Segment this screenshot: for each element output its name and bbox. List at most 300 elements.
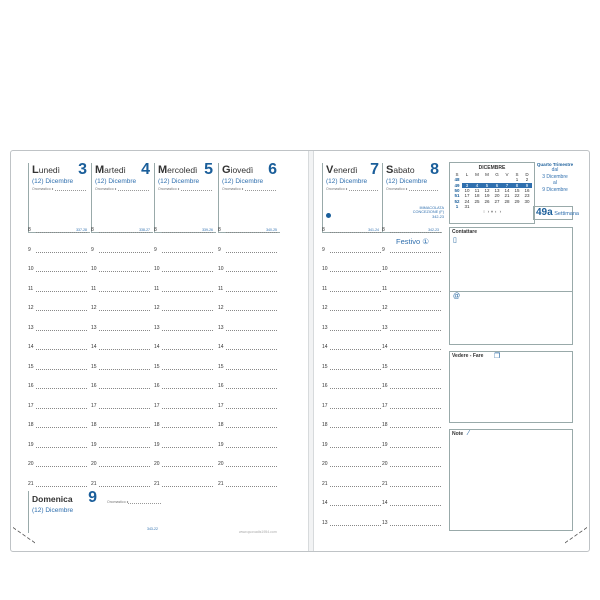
hour-row[interactable] [91, 364, 152, 374]
hour-row[interactable] [154, 325, 215, 335]
day-date: (12) Dicembre [386, 178, 428, 185]
hour-label: 12 [322, 305, 328, 311]
hour-row[interactable] [382, 286, 443, 296]
calendar-cell: 31 [464, 203, 470, 209]
hour-label: 21 [91, 480, 97, 487]
hour-row[interactable] [322, 383, 383, 393]
calendar-head: L [465, 172, 469, 178]
day-number: 4 [141, 161, 150, 178]
writing-line [226, 388, 277, 389]
writing-line [390, 271, 441, 272]
hour-label: 17 [322, 402, 328, 409]
writing-line [390, 486, 441, 487]
hour-label: 20 [218, 461, 224, 467]
day-number: 6 [268, 161, 277, 178]
onomastico-label: Onomastico ♦ [326, 187, 348, 191]
hour-label: 18 [322, 422, 328, 428]
writing-line [390, 232, 441, 233]
writing-line [99, 486, 150, 487]
calendar-cell: 30 [524, 198, 530, 204]
hour-label: 15 [322, 363, 328, 370]
writing-line [162, 252, 213, 253]
day-date: (12) Dicembre [222, 178, 264, 185]
writing-line [330, 252, 381, 253]
hour-label: 16 [91, 383, 97, 389]
hour-row[interactable] [218, 364, 279, 374]
writing-line [390, 505, 441, 506]
hour-row[interactable] [28, 442, 89, 452]
hour-row[interactable] [382, 247, 443, 257]
hour-row[interactable] [382, 422, 443, 432]
onomastico-line [349, 190, 378, 191]
hour-label: 9 [91, 246, 94, 253]
writing-line [99, 447, 150, 448]
calendar-cell: 20 [494, 193, 500, 199]
hour-row[interactable] [322, 227, 383, 237]
hour-label: 13 [322, 519, 328, 526]
writing-line [162, 466, 213, 467]
day-name: Sabato [386, 164, 415, 176]
writing-line [36, 466, 87, 467]
hour-row[interactable] [322, 442, 383, 452]
writing-line [36, 330, 87, 331]
hour-row[interactable] [91, 403, 152, 413]
hour-row[interactable] [154, 403, 215, 413]
calendar-head: M [485, 172, 489, 178]
hour-row[interactable] [91, 461, 152, 471]
hour-row[interactable] [322, 403, 383, 413]
writing-line [162, 486, 213, 487]
calendar-cell: 5 [482, 183, 492, 188]
day-name: Mercoledì [158, 164, 198, 176]
writing-line [162, 291, 213, 292]
writing-line [390, 369, 441, 370]
hour-row[interactable] [91, 247, 152, 257]
hour-label: 17 [154, 402, 160, 409]
writing-line [99, 349, 150, 350]
writing-line [390, 447, 441, 448]
vedere-fare-label: Vedere - Fare [452, 353, 484, 359]
sunday-number: 9 [88, 489, 97, 506]
hour-row[interactable] [382, 266, 443, 276]
writing-line [226, 271, 277, 272]
writing-line [226, 232, 277, 233]
hour-row[interactable] [91, 442, 152, 452]
hour-row[interactable] [322, 344, 383, 354]
hour-label: 8 [382, 227, 385, 233]
hour-row[interactable] [382, 383, 443, 393]
hour-label: 18 [154, 422, 160, 428]
day-header [91, 163, 153, 233]
hour-row[interactable] [382, 481, 443, 491]
writing-line [330, 505, 381, 506]
calendar-cell: 22 [514, 193, 520, 199]
hour-label: 16 [218, 383, 224, 389]
hour-label: 21 [28, 480, 34, 487]
calendar-cell: 7 [502, 183, 512, 188]
hour-row[interactable] [322, 325, 383, 335]
writing-line [162, 427, 213, 428]
hour-label: 14 [322, 500, 328, 506]
writing-line [162, 271, 213, 272]
mini-calendar-title: DICEMBRE [478, 165, 506, 171]
writing-line [36, 486, 87, 487]
holiday-note [409, 206, 444, 219]
hour-row[interactable] [218, 266, 279, 276]
moon-phases: ○ ◑ ● ◐ ◑ [482, 209, 502, 215]
hour-row[interactable] [154, 383, 215, 393]
hour-label: 21 [322, 480, 328, 487]
hour-row[interactable] [154, 227, 215, 237]
hour-row[interactable] [28, 461, 89, 471]
hour-label: 8 [322, 227, 325, 233]
calendar-cell: 10 [464, 188, 470, 194]
calendar-cell: 26 [484, 198, 490, 204]
day-number: 3 [78, 161, 87, 178]
hour-label: 20 [91, 461, 97, 467]
day-number: 7 [370, 161, 379, 178]
writing-line [99, 388, 150, 389]
checkbox-icon: ❐ [494, 353, 501, 360]
sunday-onomastico: Onomastico ♦ [107, 500, 129, 504]
hour-label: 8 [218, 227, 221, 233]
hour-label: 12 [218, 305, 224, 311]
hour-label: 17 [28, 402, 34, 409]
calendar-cell: 14 [504, 188, 510, 194]
hour-label: 12 [28, 305, 34, 311]
writing-line [36, 310, 87, 311]
writing-line [226, 427, 277, 428]
writing-line [36, 427, 87, 428]
writing-line [162, 388, 213, 389]
hour-row[interactable] [218, 442, 279, 452]
writing-line [390, 388, 441, 389]
hour-row[interactable] [28, 422, 89, 432]
week-number-box [533, 206, 579, 220]
hour-row[interactable] [382, 500, 443, 510]
hour-label: 12 [382, 305, 388, 311]
hour-row[interactable] [91, 227, 152, 237]
hour-row[interactable] [154, 422, 215, 432]
calendar-cell: 13 [494, 188, 500, 194]
contatti-box[interactable] [449, 227, 573, 345]
corner-pocket-right [565, 527, 587, 564]
hour-label: 13 [382, 519, 388, 526]
hour-label: 13 [28, 324, 34, 331]
writing-line [36, 447, 87, 448]
hour-row[interactable] [382, 520, 443, 530]
hour-row[interactable] [28, 481, 89, 491]
hour-row[interactable] [382, 344, 443, 354]
pen-icon: ⁄ [468, 430, 470, 437]
hour-label: 15 [91, 363, 97, 370]
hour-label: 20 [382, 461, 388, 467]
writing-line [226, 466, 277, 467]
hour-row[interactable] [218, 247, 279, 257]
writing-line [36, 388, 87, 389]
writing-line [330, 388, 381, 389]
writing-line [330, 466, 381, 467]
writing-line [226, 330, 277, 331]
hour-label: 16 [382, 383, 388, 389]
hour-row[interactable] [382, 461, 443, 471]
writing-line [99, 271, 150, 272]
quarter-line: 9 Dicembre [542, 186, 568, 193]
hour-label: 18 [382, 422, 388, 428]
hour-row[interactable] [382, 305, 443, 315]
hour-label: 12 [154, 305, 160, 311]
divider [450, 291, 572, 292]
hour-row[interactable] [382, 325, 443, 335]
footer-url: www.quovadis1954.com [239, 530, 277, 534]
hour-row[interactable] [28, 266, 89, 276]
hour-label: 8 [28, 227, 31, 233]
hour-row[interactable] [218, 286, 279, 296]
hour-row[interactable] [91, 305, 152, 315]
calendar-cell: 12 [484, 188, 490, 194]
hour-label: 15 [154, 363, 160, 370]
calendar-head: S [455, 172, 459, 178]
onomastico-line [409, 190, 438, 191]
vedere-fare-box[interactable] [449, 351, 573, 423]
hour-row[interactable] [322, 481, 383, 491]
writing-line [330, 330, 381, 331]
hour-row[interactable] [91, 325, 152, 335]
hour-row[interactable] [322, 422, 383, 432]
hour-label: 16 [154, 383, 160, 389]
mini-calendar-grid [452, 172, 532, 214]
hour-row[interactable] [28, 344, 89, 354]
writing-line [390, 291, 441, 292]
hour-row[interactable] [382, 227, 443, 237]
hour-row[interactable] [91, 286, 152, 296]
writing-line [330, 291, 381, 292]
hour-row[interactable] [154, 266, 215, 276]
day-name: Lunedì [32, 164, 61, 176]
day-code: 340-25 [266, 228, 277, 232]
day-name: Venerdì [326, 164, 358, 176]
hour-label: 11 [28, 285, 34, 292]
day-name: Giovedì [222, 164, 254, 176]
onomastico-label: Onomastico ♦ [386, 187, 408, 191]
day-date: (12) Dicembre [158, 178, 200, 185]
hour-label: 13 [382, 324, 388, 331]
mini-calendar [449, 162, 535, 224]
writing-line [390, 466, 441, 467]
writing-line [330, 349, 381, 350]
hour-label: 18 [28, 422, 34, 428]
writing-line [390, 525, 441, 526]
note-box[interactable] [449, 429, 573, 531]
hour-row[interactable] [218, 227, 279, 237]
hour-row[interactable] [154, 344, 215, 354]
writing-line [99, 466, 150, 467]
writing-line [162, 408, 213, 409]
onomastico-line [118, 190, 149, 191]
calendar-cell: 51 [454, 193, 460, 199]
onomastico-label: Onomastico ♦ [32, 187, 54, 191]
hour-label: 10 [154, 266, 160, 272]
hour-row[interactable] [218, 344, 279, 354]
calendar-cell: 9 [522, 183, 532, 188]
hour-row[interactable] [91, 266, 152, 276]
hour-row[interactable] [91, 344, 152, 354]
day-code: 341-24 [368, 228, 379, 232]
hour-row[interactable] [382, 442, 443, 452]
writing-line [99, 408, 150, 409]
hour-row[interactable] [218, 383, 279, 393]
calendar-cell: 49 [454, 182, 460, 188]
writing-line [162, 447, 213, 448]
hour-row[interactable] [28, 403, 89, 413]
calendar-cell: 21 [504, 193, 510, 199]
hour-label: 18 [218, 422, 224, 428]
day-header [28, 163, 90, 233]
hour-label: 21 [382, 480, 388, 487]
hour-row[interactable] [382, 403, 443, 413]
calendar-head: S [515, 172, 519, 178]
hour-row[interactable] [154, 461, 215, 471]
hour-row[interactable] [154, 247, 215, 257]
hour-row[interactable] [382, 364, 443, 374]
writing-line [390, 252, 441, 253]
day-date: (12) Dicembre [32, 178, 74, 185]
hour-row[interactable] [218, 403, 279, 413]
hour-row[interactable] [154, 286, 215, 296]
day-code: 342-23 [428, 228, 439, 232]
quarter-line: dal [551, 167, 559, 173]
hour-row[interactable] [218, 305, 279, 315]
hour-row[interactable] [322, 286, 383, 296]
hour-row[interactable] [322, 247, 383, 257]
calendar-cell: 24 [464, 198, 470, 204]
writing-line [330, 486, 381, 487]
hour-row[interactable] [218, 325, 279, 335]
calendar-cell: 2 [525, 177, 529, 183]
hour-row[interactable] [28, 227, 89, 237]
hour-row[interactable] [28, 305, 89, 315]
writing-line [330, 447, 381, 448]
hour-row[interactable] [218, 481, 279, 491]
day-header [154, 163, 216, 233]
hour-row[interactable] [28, 325, 89, 335]
calendar-cell: 6 [492, 183, 502, 188]
hour-label: 8 [91, 227, 94, 233]
onomastico-line [55, 190, 86, 191]
writing-line [36, 369, 87, 370]
writing-line [36, 408, 87, 409]
writing-line [330, 408, 381, 409]
note-label: Note [452, 431, 464, 437]
writing-line [390, 349, 441, 350]
hour-row[interactable] [28, 286, 89, 296]
hour-label: 9 [28, 246, 31, 253]
hour-label: 16 [322, 383, 328, 389]
hour-row[interactable] [322, 305, 383, 315]
hour-label: 15 [382, 363, 388, 370]
hour-row[interactable] [218, 422, 279, 432]
day-header [382, 163, 442, 233]
writing-line [390, 427, 441, 428]
sunday-block [28, 489, 97, 533]
hour-label: 20 [154, 461, 160, 467]
writing-line [226, 291, 277, 292]
calendar-head: D [525, 172, 529, 178]
hour-label: 17 [91, 402, 97, 409]
hour-label: 17 [218, 402, 224, 409]
hour-row[interactable] [322, 461, 383, 471]
writing-line [162, 369, 213, 370]
hour-row[interactable] [28, 383, 89, 393]
calendar-cell: 48 [454, 177, 460, 183]
hour-label: 17 [382, 402, 388, 409]
day-code: 339-26 [202, 228, 213, 232]
hour-row[interactable] [322, 364, 383, 374]
writing-line [36, 349, 87, 350]
hour-row[interactable] [91, 481, 152, 491]
day-date: (12) Dicembre [326, 178, 368, 185]
calendar-cell: 29 [514, 198, 520, 204]
calendar-cell: 17 [464, 193, 470, 199]
writing-line [330, 310, 381, 311]
writing-line [226, 369, 277, 370]
hour-label: 15 [28, 363, 34, 370]
sunday-onomastico-line [128, 503, 161, 504]
hour-label: 18 [91, 422, 97, 428]
hour-row[interactable] [154, 481, 215, 491]
hour-row[interactable] [154, 442, 215, 452]
hour-label: 14 [28, 344, 34, 350]
hour-row[interactable] [91, 383, 152, 393]
writing-line [330, 232, 381, 233]
hour-label: 13 [91, 324, 97, 331]
writing-line [226, 310, 277, 311]
calendar-cell: 50 [454, 188, 460, 194]
calendar-cell: 1 [455, 203, 459, 209]
hour-label: 19 [382, 441, 388, 448]
hour-row[interactable] [218, 461, 279, 471]
hour-row[interactable] [28, 364, 89, 374]
sunday-date: (12) Dicembre [32, 507, 74, 514]
hour-label: 20 [28, 461, 34, 467]
phone-icon: ▯ [453, 237, 457, 244]
hour-row[interactable] [154, 364, 215, 374]
hour-row[interactable] [322, 266, 383, 276]
hour-label: 11 [382, 285, 388, 292]
hour-row[interactable] [322, 500, 383, 510]
week-label: Settimana [554, 211, 579, 217]
writing-line [226, 486, 277, 487]
hour-label: 11 [218, 285, 224, 292]
writing-line [99, 369, 150, 370]
writing-line [226, 447, 277, 448]
hour-label: 11 [322, 285, 328, 292]
quarter-info [536, 162, 574, 193]
hour-label: 10 [28, 266, 34, 272]
writing-line [226, 408, 277, 409]
day-name: Martedì [95, 164, 126, 176]
hour-row[interactable] [91, 422, 152, 432]
calendar-cell: 16 [524, 188, 530, 194]
holiday-name: IMMACOLATA [419, 206, 444, 210]
calendar-head: M [475, 172, 479, 178]
hour-row[interactable] [322, 520, 383, 530]
hour-label: 14 [154, 344, 160, 350]
hour-row[interactable] [28, 247, 89, 257]
hour-row[interactable] [154, 305, 215, 315]
hour-label: 12 [91, 305, 97, 311]
writing-line [99, 252, 150, 253]
